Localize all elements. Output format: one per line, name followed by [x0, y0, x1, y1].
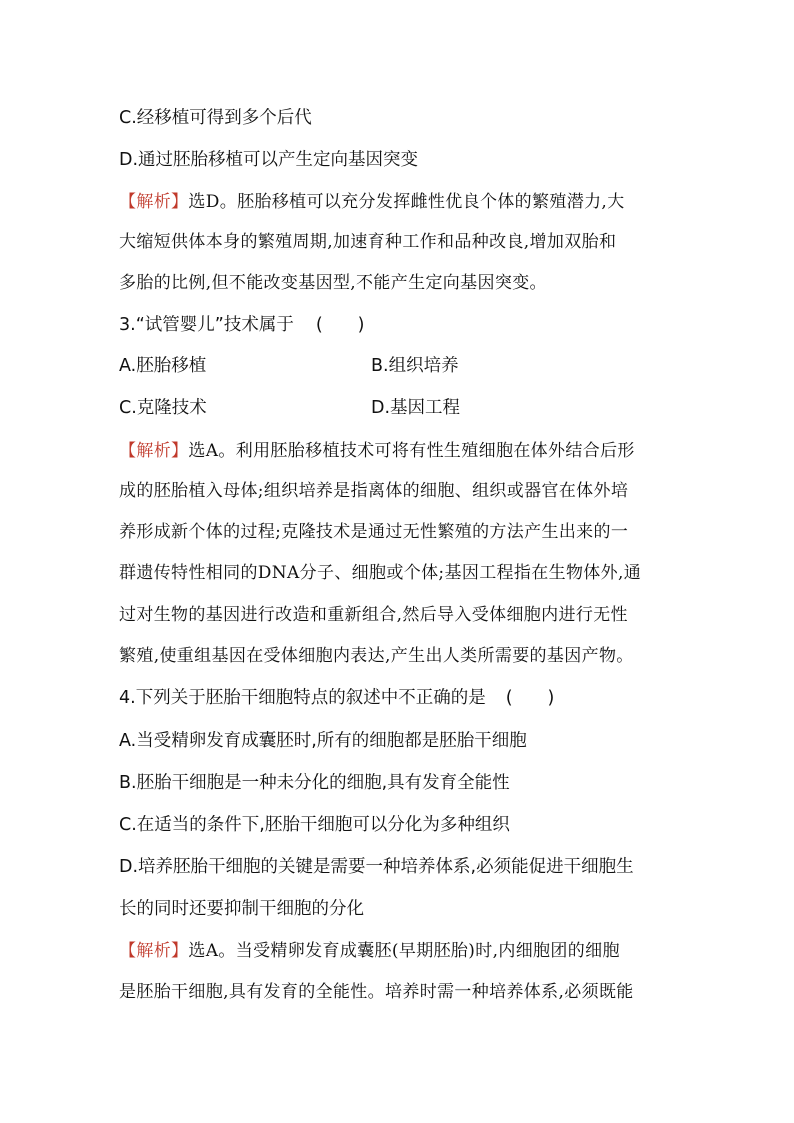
- q3-explanation-line-1: [119, 439, 635, 463]
- q4-option-b: B.胚胎干细胞是一种未分化的细胞,具有发育全能性: [119, 773, 510, 793]
- q4-option-c: C.在适当的条件下,胚胎干细胞可以分化为多种组织: [119, 815, 510, 835]
- q3-explanation-line-6: 繁殖,使重组基因在受体细胞内表达,产生出人类所需要的基因产物。: [119, 646, 634, 666]
- q4-explanation-text: 选A。当受精卵发育成囊胚(早期胚胎)时,内细胞团的细胞: [188, 941, 620, 961]
- q3-explanation-line-4: 群遗传特性相同的DNA分子、细胞或个体;基因工程指在生物体外,通: [119, 563, 642, 583]
- q3-explanation-line-2: 成的胚胎植入母体;组织培养是指离体的细胞、组织或器官在体外培: [119, 481, 629, 501]
- q2-explanation-line-1: [119, 190, 625, 214]
- q3-answer-paren: ( ): [315, 315, 365, 335]
- q3-explanation-line-3: 养形成新个体的过程;克隆技术是通过无性繁殖的方法产生出来的一: [119, 522, 629, 542]
- q4-stem: [119, 686, 554, 710]
- q2-option-c: C.经移植可得到多个后代: [119, 108, 312, 128]
- q3-explanation-tag: 【解析】: [119, 441, 189, 461]
- q3-option-a: A.胚胎移植: [119, 356, 207, 376]
- q3-explanation-line-5: 过对生物的基因进行改造和重新组合,然后导入受体细胞内进行无性: [119, 605, 628, 625]
- q4-option-d-line-2: 长的同时还要抑制干细胞的分化: [119, 899, 364, 919]
- q4-explanation-tag: 【解析】: [119, 941, 189, 961]
- q3-option-b: B.组织培养: [371, 356, 459, 376]
- q3-option-c: C.克隆技术: [119, 398, 207, 418]
- q2-explanation-tag: 【解析】: [119, 192, 189, 212]
- q4-option-a: A.当受精卵发育成囊胚时,所有的细胞都是胚胎干细胞: [119, 731, 527, 751]
- q2-explanation-line-3: 多胎的比例,但不能改变基因型,不能产生定向基因突变。: [119, 273, 547, 293]
- q3-stem: [119, 313, 365, 337]
- q4-explanation-line-2: 是胚胎干细胞,具有发育的全能性。培养时需一种培养体系,必须既能: [119, 982, 634, 1002]
- q4-answer-paren: ( ): [505, 688, 555, 708]
- q4-explanation-line-1: [119, 939, 620, 963]
- q2-option-d: D.通过胚胎移植可以产生定向基因突变: [119, 150, 419, 170]
- q3-stem-text: 3.“试管婴儿”技术属于: [119, 315, 294, 335]
- q2-explanation-text: 选D。胚胎移植可以充分发挥雌性优良个体的繁殖潜力,大: [188, 192, 625, 212]
- q4-stem-text: 4.下列关于胚胎干细胞特点的叙述中不正确的是: [119, 688, 486, 708]
- q4-option-d-line-1: D.培养胚胎干细胞的关键是需要一种培养体系,必须能促进干细胞生: [119, 857, 634, 877]
- q3-option-d: D.基因工程: [371, 398, 461, 418]
- q3-explanation-text: 选A。利用胚胎移植技术可将有性生殖细胞在体外结合后形: [188, 441, 635, 461]
- q2-explanation-line-2: 大缩短供体本身的繁殖周期,加速育种工作和品种改良,增加双胎和: [119, 232, 617, 252]
